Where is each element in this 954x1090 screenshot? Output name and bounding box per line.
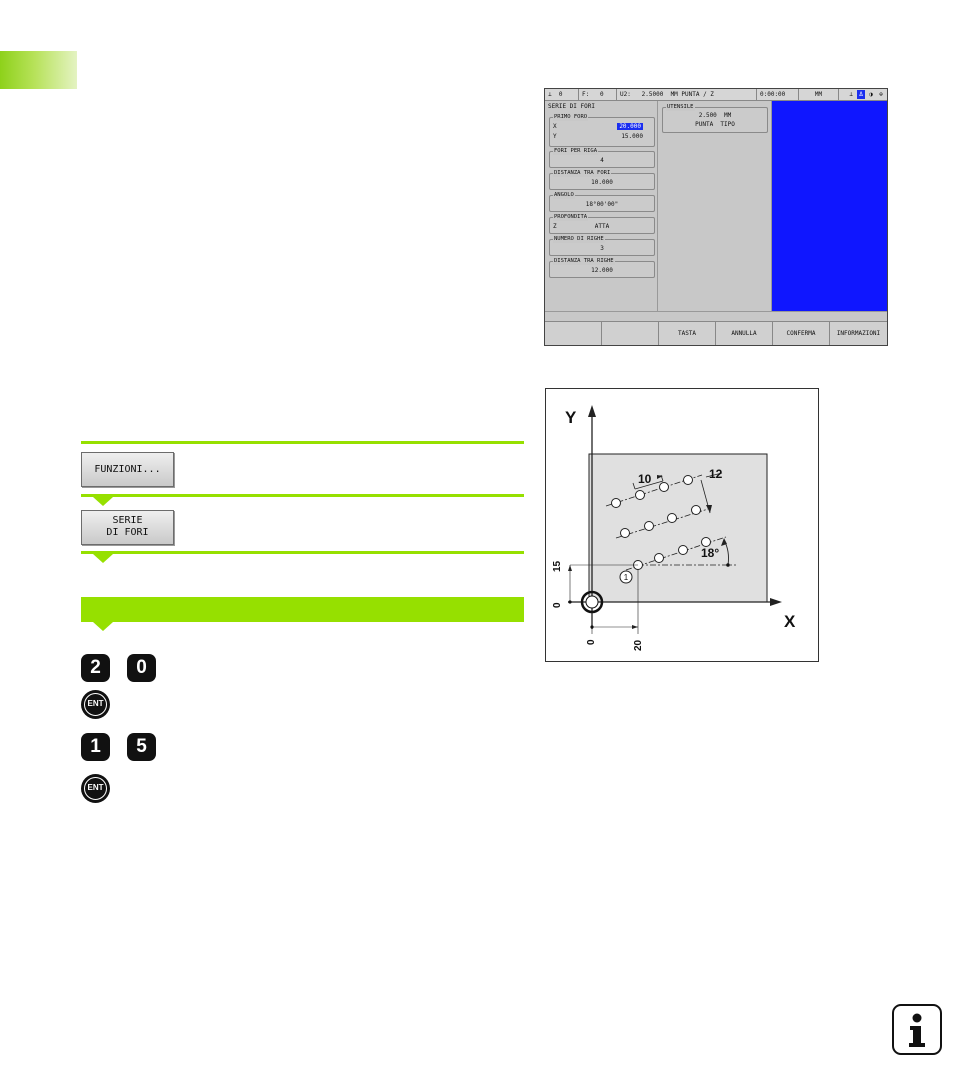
- softkey-1[interactable]: [545, 322, 602, 346]
- step-header-band: [81, 597, 524, 622]
- field-label: ANGOLO: [554, 192, 574, 198]
- softkey-conferma[interactable]: CONFERMA: [773, 322, 830, 346]
- hole: [621, 529, 630, 538]
- profondita-field[interactable]: [549, 214, 655, 234]
- utensile-box: [662, 104, 768, 133]
- step-arrow: [93, 622, 113, 631]
- graphic-panel: [772, 101, 887, 311]
- key-2[interactable]: 2: [81, 654, 110, 682]
- hole-pattern-drawing: [545, 388, 819, 662]
- dim-x-origin: 0: [586, 639, 597, 645]
- axis-label: Z: [553, 223, 557, 230]
- axis-label: Y: [553, 133, 557, 140]
- dim-angle: 18°: [701, 546, 720, 560]
- ent-key[interactable]: [81, 690, 110, 719]
- y-axis-label: Y: [565, 408, 577, 427]
- hole: [645, 522, 654, 531]
- target-icon: ⊕: [879, 91, 883, 98]
- field-value: 4: [600, 157, 604, 164]
- distanza-fori-field[interactable]: [549, 170, 655, 190]
- tool-size: 2.500 MM: [698, 112, 732, 119]
- field-label: UTENSILE: [667, 104, 694, 110]
- ent-key[interactable]: [81, 774, 110, 803]
- ent-label: ENT: [87, 783, 104, 792]
- hole: [636, 491, 645, 500]
- primo-foro-field[interactable]: [549, 114, 655, 147]
- hole: [612, 499, 621, 508]
- status-feed: F: 0: [579, 89, 617, 100]
- status-icons: [847, 90, 885, 99]
- hole: [692, 506, 701, 515]
- numero-righe-field[interactable]: [549, 236, 655, 256]
- y-value[interactable]: 15.000: [621, 133, 643, 140]
- x-axis-label: X: [784, 612, 796, 631]
- status-tool: ⊥ 0: [545, 89, 579, 100]
- field-label: PROFONDITA: [554, 214, 588, 220]
- datum-icon: ⊥: [849, 91, 853, 98]
- step-divider: [81, 494, 524, 497]
- field-label: FORI PER RIGA: [554, 148, 598, 154]
- dim-x-first: 20: [633, 639, 644, 651]
- step-divider: [81, 441, 524, 444]
- softkey-2[interactable]: [602, 322, 659, 346]
- field-value: 12.000: [591, 267, 613, 274]
- field-label: PRIMO FORO: [554, 114, 588, 120]
- field-value: 3: [600, 245, 604, 252]
- workpiece: [589, 454, 767, 602]
- x-value[interactable]: 20.000: [619, 123, 641, 130]
- step-arrow: [93, 497, 113, 506]
- key-1[interactable]: 1: [81, 733, 110, 761]
- dim-row-spacing: 12: [709, 467, 723, 481]
- dro-screen: [544, 88, 888, 346]
- angolo-field[interactable]: [549, 192, 655, 212]
- hole: [668, 514, 677, 523]
- serie-di-fori-softkey[interactable]: [81, 510, 174, 545]
- field-value: 10.000: [591, 179, 613, 186]
- softkey-line: SERIE: [112, 515, 143, 526]
- dim-y-origin: 0: [552, 602, 563, 608]
- dim-hole-spacing: 10: [638, 472, 652, 486]
- softkey-informazioni[interactable]: INFORMAZIONI: [836, 330, 881, 337]
- field-label: DISTANZA TRA RIGHE: [554, 258, 614, 264]
- status-unit: MM: [799, 89, 839, 100]
- tool-column: [658, 101, 772, 311]
- field-label: DISTANZA TRA FORI: [554, 170, 611, 176]
- hole: [655, 554, 664, 563]
- hole: [679, 546, 688, 555]
- axis-label: X: [553, 123, 557, 130]
- hole: [684, 476, 693, 485]
- softkey-line: DI FORI: [106, 527, 149, 538]
- incremental-icon: Δ: [857, 90, 865, 99]
- softkey-tasta[interactable]: TASTA: [659, 322, 716, 346]
- softkey-annulla[interactable]: ANNULLA: [716, 322, 773, 346]
- field-value: ATTA: [594, 223, 610, 230]
- datum-inner: [586, 596, 598, 608]
- info-icon: [892, 1004, 942, 1055]
- form-column: [545, 101, 658, 311]
- step-divider: [81, 551, 524, 554]
- first-hole-number: 1: [623, 573, 629, 582]
- key-0[interactable]: 0: [127, 654, 156, 682]
- hole: [660, 483, 669, 492]
- dim-y-first: 15: [552, 560, 563, 572]
- softkey-bar: [545, 321, 887, 346]
- y-axis-arrow: [588, 405, 596, 417]
- step-arrow: [93, 554, 113, 563]
- mode-icon: ◑: [869, 91, 873, 98]
- chapter-tab: [0, 51, 77, 89]
- status-bar: [545, 89, 887, 101]
- x-axis-arrow: [770, 598, 782, 606]
- funzioni-softkey[interactable]: FUNZIONI...: [81, 452, 174, 487]
- field-label: NUMERO DI RIGHE: [554, 236, 604, 242]
- distanza-righe-field[interactable]: [549, 258, 655, 278]
- key-5[interactable]: 5: [127, 733, 156, 761]
- status-info: U2: 2.5000 MM PUNTA / Z: [617, 89, 757, 100]
- ent-label: ENT: [87, 699, 104, 708]
- tool-type: PUNTA TIPO: [695, 121, 735, 128]
- status-time: 0:00:00: [757, 89, 799, 100]
- field-value: 18°00'00": [585, 201, 619, 208]
- fori-per-riga-field[interactable]: [549, 148, 655, 168]
- form-title: SERIE DI FORI: [548, 103, 595, 110]
